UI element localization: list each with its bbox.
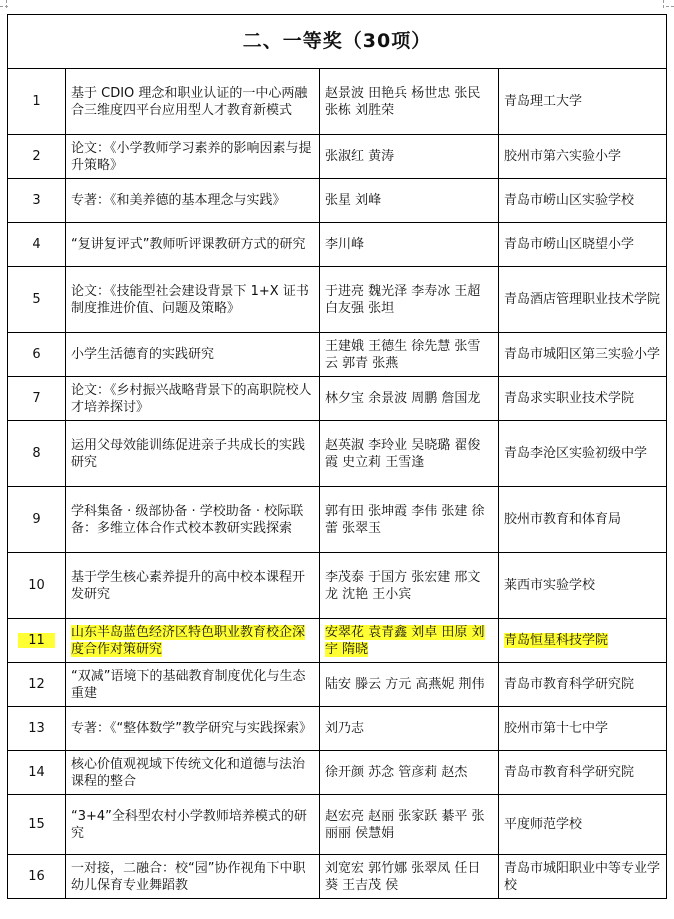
authors: 刘宽宏 郭竹娜 张翠凤 任日葵 王吉茂 侯 bbox=[320, 855, 499, 899]
authors: 陆安 滕云 方元 高燕妮 荆伟 bbox=[320, 663, 499, 707]
authors: 赵英淑 李玲业 吴晓璐 翟俊霞 史立莉 王雪逢 bbox=[320, 421, 499, 487]
award-table bbox=[7, 14, 667, 899]
project-title: 一对接，二融合：校“园”协作视角下中职幼儿保育专业舞蹈教 bbox=[66, 855, 320, 899]
page-corner-marker bbox=[0, 6, 8, 7]
project-title: 论文：《小学教师学习素养的影响因素与提升策略》 bbox=[66, 135, 320, 179]
row-number: 15 bbox=[8, 795, 66, 855]
table-row bbox=[8, 421, 667, 487]
authors: 王建娥 王德生 徐先慧 张雪云 郭青 张燕 bbox=[320, 333, 499, 377]
table-row bbox=[8, 223, 667, 267]
organization: 青岛市城阳区第三实验小学 bbox=[499, 333, 667, 377]
page-corner-marker bbox=[663, 0, 664, 8]
project-title: 专著：《和美养德的基本理念与实践》 bbox=[66, 179, 320, 223]
authors: 安翠花 袁青鑫 刘卓 田原 刘宇 隋晓 bbox=[325, 624, 485, 657]
organization: 胶州市第六实验小学 bbox=[499, 135, 667, 179]
table-row bbox=[8, 135, 667, 179]
table-row bbox=[8, 487, 667, 553]
row-number: 6 bbox=[8, 333, 66, 377]
authors: 张星 刘峰 bbox=[320, 179, 499, 223]
project-title: 基于 CDIO 理念和职业认证的一中心两融合三维度四平台应用型人才教育新模式 bbox=[66, 69, 320, 135]
table-row bbox=[8, 333, 667, 377]
row-number: 12 bbox=[8, 663, 66, 707]
organization: 莱西市实验学校 bbox=[499, 553, 667, 619]
row-number: 10 bbox=[8, 553, 66, 619]
project-title: “双减”语境下的基础教育制度优化与生态重建 bbox=[66, 663, 320, 707]
table-row bbox=[8, 751, 667, 795]
authors: 赵宏亮 赵丽 张家跃 綦平 张丽丽 侯慧娟 bbox=[320, 795, 499, 855]
row-number: 7 bbox=[8, 377, 66, 421]
organization: 青岛市教育科学研究院 bbox=[499, 751, 667, 795]
organization: 平度师范学校 bbox=[499, 795, 667, 855]
row-number: 3 bbox=[8, 179, 66, 223]
authors: 郭有田 张坤霞 李伟 张建 徐蕾 张翠玉 bbox=[320, 487, 499, 553]
organization: 青岛酒店管理职业技术学院 bbox=[499, 267, 667, 333]
organization: 青岛市崂山区实验学校 bbox=[499, 179, 667, 223]
project-title: “复讲复评式”教师听评课教研方式的研究 bbox=[66, 223, 320, 267]
authors: 李川峰 bbox=[320, 223, 499, 267]
project-title: 小学生活德育的实践研究 bbox=[66, 333, 320, 377]
table-row bbox=[8, 707, 667, 751]
table-row bbox=[8, 377, 667, 421]
row-number: 13 bbox=[8, 707, 66, 751]
page-corner-marker bbox=[666, 6, 674, 7]
authors: 刘乃志 bbox=[320, 707, 499, 751]
authors: 于进亮 魏光泽 李寿冰 王超 白友强 张坦 bbox=[320, 267, 499, 333]
row-number: 2 bbox=[8, 135, 66, 179]
row-number: 5 bbox=[8, 267, 66, 333]
row-number: 16 bbox=[8, 855, 66, 899]
authors: 徐开颜 苏念 管彦莉 赵杰 bbox=[320, 751, 499, 795]
table-row bbox=[8, 179, 667, 223]
table-row bbox=[8, 855, 667, 899]
authors: 林夕宝 余景波 周鹏 詹国龙 bbox=[320, 377, 499, 421]
organization: 青岛市教育科学研究院 bbox=[499, 663, 667, 707]
row-number: 9 bbox=[8, 487, 66, 553]
organization: 青岛市城阳职业中等专业学校 bbox=[499, 855, 667, 899]
table-row bbox=[8, 663, 667, 707]
organization: 青岛恒星科技学院 bbox=[504, 633, 609, 648]
table-row bbox=[8, 795, 667, 855]
authors: 赵景波 田艳兵 杨世忠 张民 张栋 刘胜荣 bbox=[320, 69, 499, 135]
authors: 李茂泰 于国方 张宏建 邢文龙 沈艳 王小宾 bbox=[320, 553, 499, 619]
project-title: “3+4”全科型农村小学教师培养模式的研究 bbox=[66, 795, 320, 855]
organization: 青岛理工大学 bbox=[499, 69, 667, 135]
project-title: 核心价值观视域下传统文化和道德与法治课程的整合 bbox=[66, 751, 320, 795]
row-number: 8 bbox=[8, 421, 66, 487]
organization: 胶州市第十七中学 bbox=[499, 707, 667, 751]
row-number: 1 bbox=[8, 69, 66, 135]
project-title: 专著：《“整体数学”教学研究与实践探索》 bbox=[66, 707, 320, 751]
organization: 青岛李沧区实验初级中学 bbox=[499, 421, 667, 487]
row-number: 11 bbox=[18, 633, 55, 648]
project-title: 学科集备 · 级部协备 · 学校助备 · 校际联备：多维立体合作式校本教研实践探索 bbox=[66, 487, 320, 553]
table-row-highlighted bbox=[8, 619, 667, 663]
project-title: 山东半岛蓝色经济区特色职业教育校企深度合作对策研究 bbox=[71, 624, 306, 657]
authors: 张淑红 黄涛 bbox=[320, 135, 499, 179]
table-row bbox=[8, 69, 667, 135]
project-title: 运用父母效能训练促进亲子共成长的实践研究 bbox=[66, 421, 320, 487]
table-row bbox=[8, 267, 667, 333]
project-title: 论文：《乡村振兴战略背景下的高职院校人才培养探讨》 bbox=[66, 377, 320, 421]
section-header-row bbox=[8, 15, 667, 69]
project-title: 基于学生核心素养提升的高中校本课程开发研究 bbox=[66, 553, 320, 619]
organization: 青岛市崂山区晓望小学 bbox=[499, 223, 667, 267]
project-title: 论文：《技能型社会建设背景下 1+X 证书制度推进价值、问题及策略》 bbox=[66, 267, 320, 333]
row-number: 4 bbox=[8, 223, 66, 267]
organization: 胶州市教育和体育局 bbox=[499, 487, 667, 553]
row-number: 14 bbox=[8, 751, 66, 795]
table-row bbox=[8, 553, 667, 619]
organization: 青岛求实职业技术学院 bbox=[499, 377, 667, 421]
section-title: 二、一等奖（30项） bbox=[8, 15, 667, 69]
